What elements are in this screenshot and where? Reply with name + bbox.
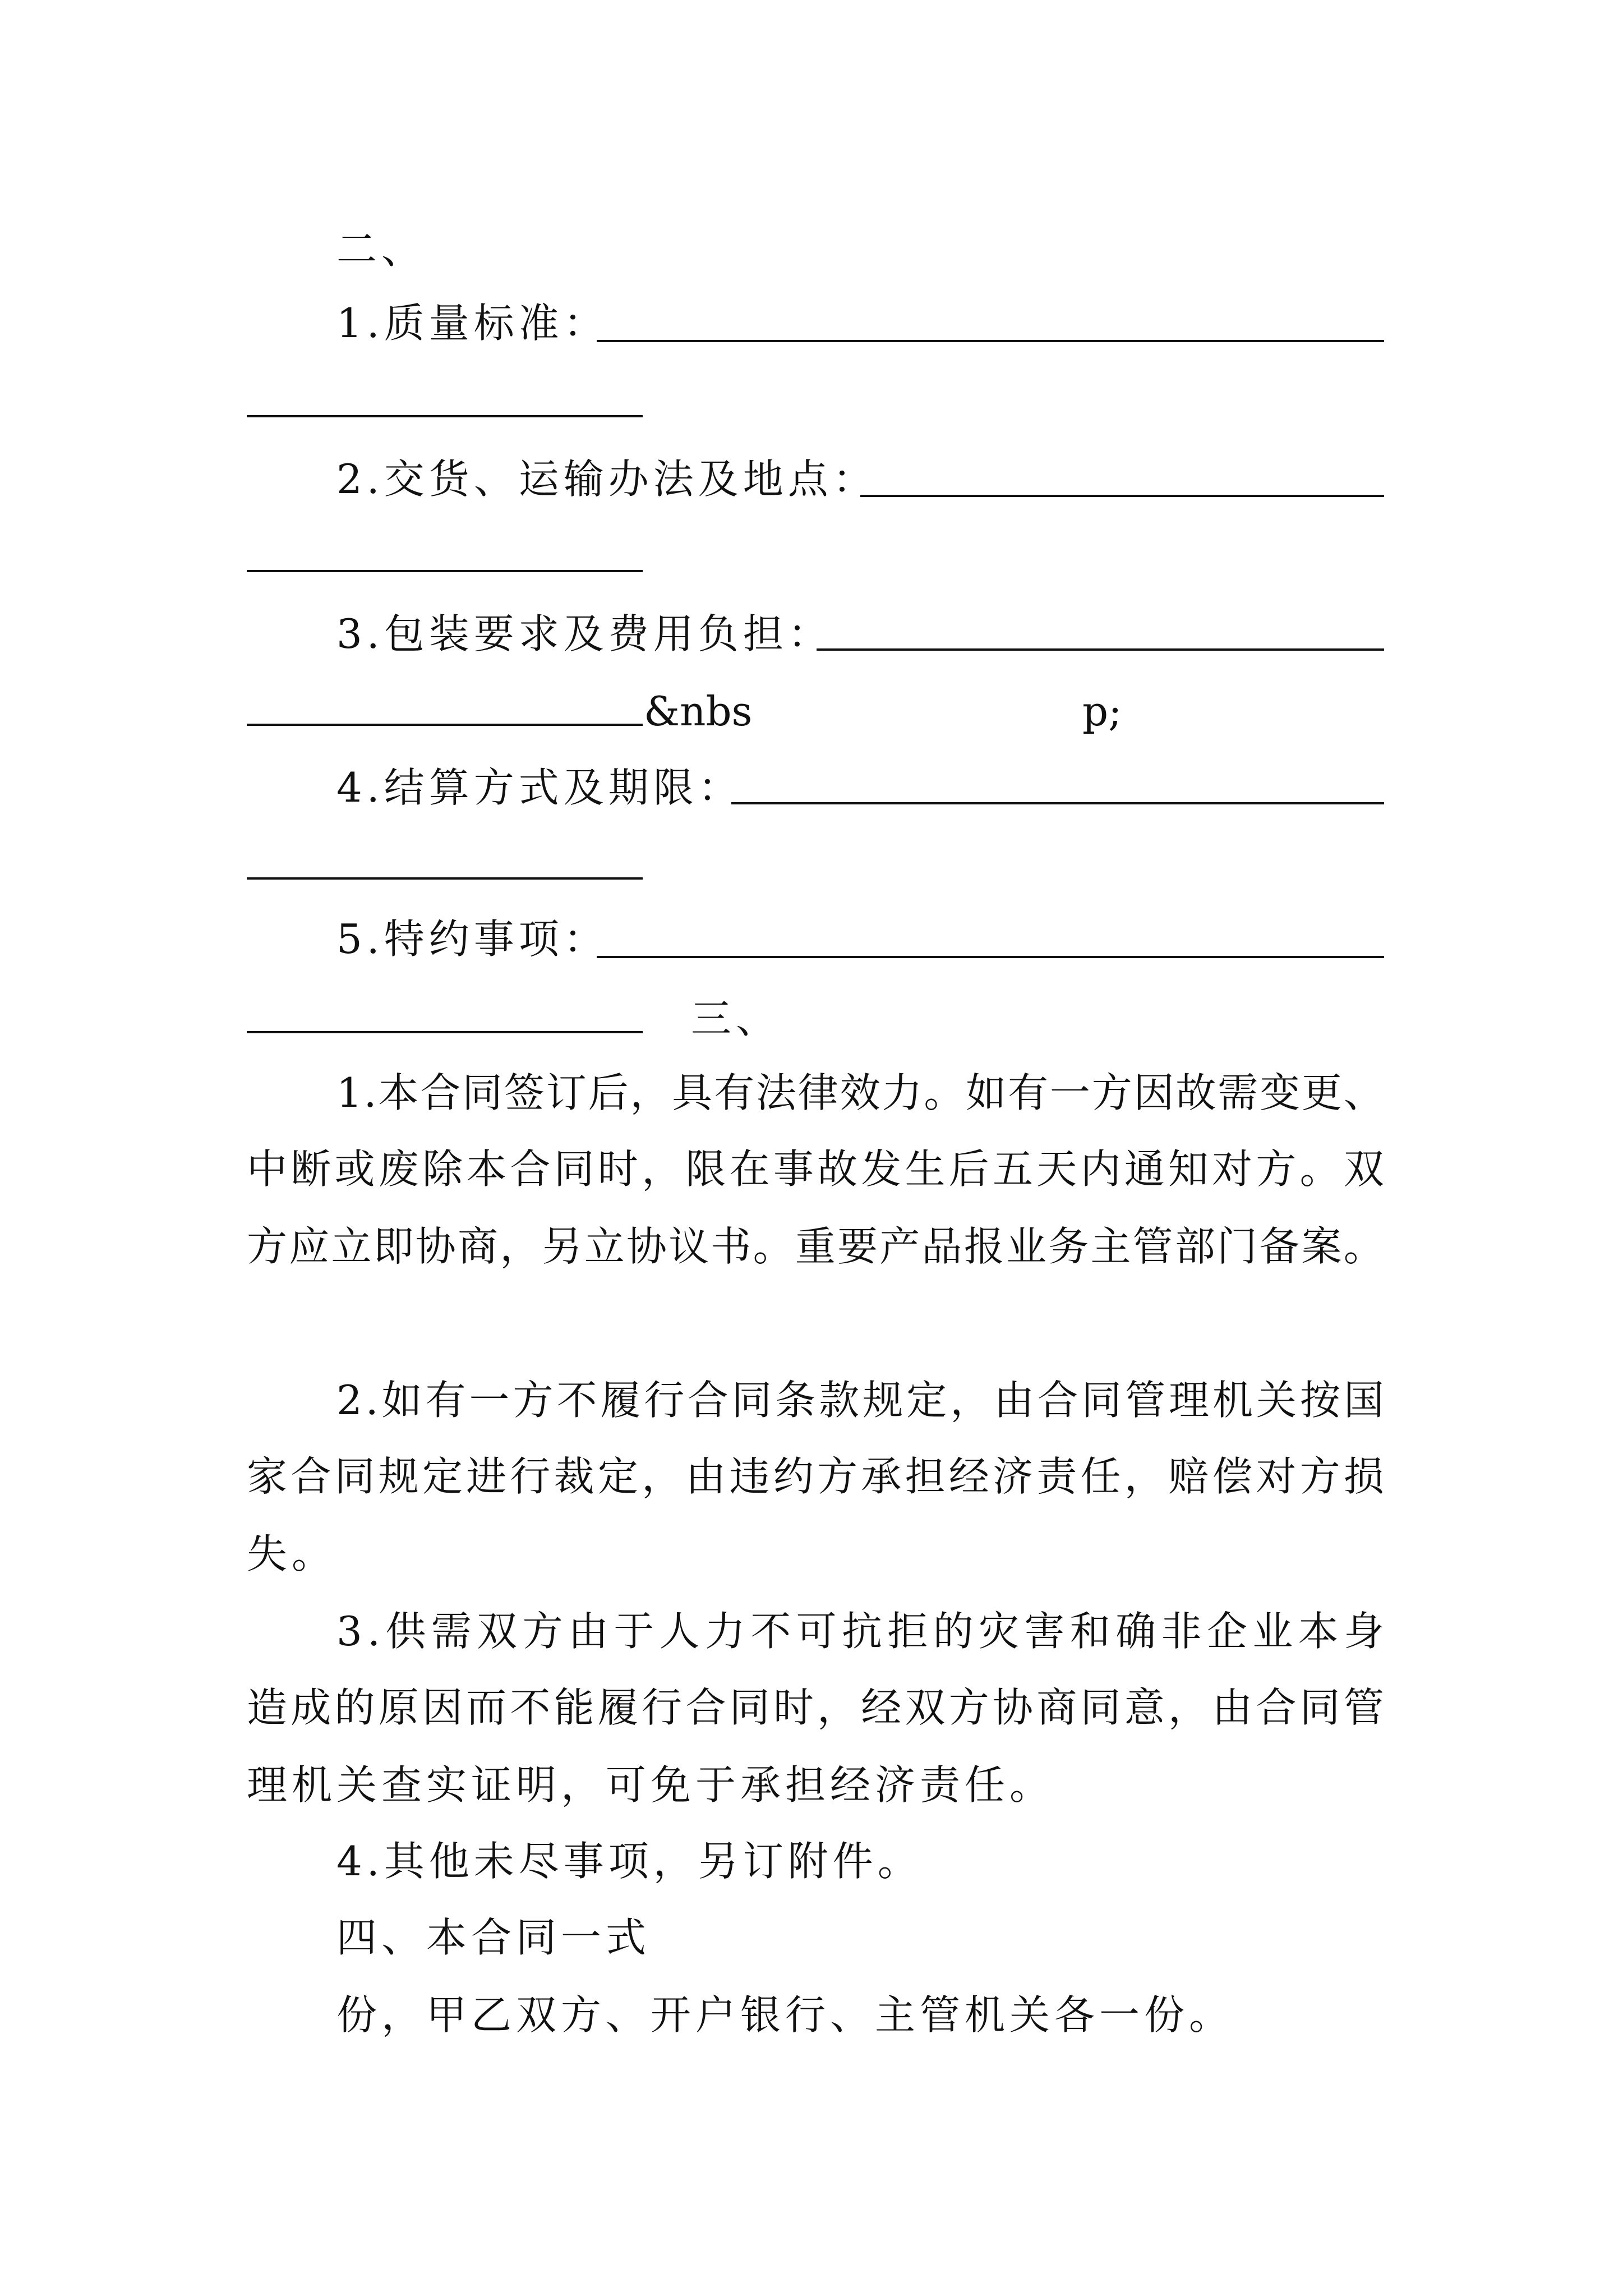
item-packaging-cost: 3.包装要求及费用负担： [336,610,833,657]
item-quality-standard: 1.质量标准： [336,300,608,347]
section-4-line-2: 份，甲乙双方、开户银行、主管机关各一份。 [336,1991,1234,2039]
para-1-line-2: 中 断 或 废 除 本 合 同 时 ， 限 在 事 故 发 生 后 五 天 内 通 知 对 方 。 双 [247,1145,1384,1193]
para-2-line-1: 2 . 如 有 一 方 不 履 行 合 同 条 款 规 定 ， 由 合 同 管 理 机 关 按 国 [336,1377,1384,1424]
section-2-heading: 二、 [336,226,427,273]
blank-line [731,802,1384,804]
blank-line [247,724,643,726]
para-1-line-3: 方 应 立 即 协 商 ， 另 立 协 议 书 。 重 要 产 品 报 业 务 主 管 部 门 备 案 。 [247,1223,1384,1270]
blank-line [597,340,1384,342]
item-special-terms: 5.特约事项： [336,915,608,963]
item-delivery-transport: 2.交货、运输办法及地点： [336,455,878,503]
blank-line [247,1031,643,1033]
blank-line [860,495,1384,497]
para-3-line-2: 造 成 的 原 因 而 不 能 履 行 合 同 时 ， 经 双 方 协 商 同 意 ， 由 合 同 管 [247,1684,1384,1731]
blank-line [247,570,643,572]
blank-line [247,877,643,880]
item-settlement: 4.结算方式及期限： [336,764,743,811]
section-4-line-1: 四、本合同一式 [336,1914,651,1961]
blank-line [597,956,1384,958]
para-2-line-3: 失。 [247,1530,337,1577]
para-1-line-1: 1 . 本 合 同 签 订 后 ， 具 有 法 律 效 力 。 如 有 一 方 因 故 需 变 更 、 [336,1069,1384,1116]
stray-entity-text-a: &nbs [644,688,753,735]
para-3-line-1: 3 . 供 需 双 方 由 于 人 力 不 可 抗 拒 的 灾 害 和 确 非 企 业 本 身 [336,1608,1384,1655]
section-3-heading: 三、 [691,995,781,1042]
blank-line [247,415,643,417]
para-3-line-3: 理机关查实证明，可免于承担经济责任。 [247,1761,1055,1809]
stray-entity-text-b: p; [1082,688,1122,735]
para-2-line-2: 家 合 同 规 定 进 行 裁 定 ， 由 违 约 方 承 担 经 济 责 任 ， 赔 偿 对 方 损 [247,1453,1384,1500]
blank-line [817,648,1384,651]
para-4: 4.其他未尽事项，另订附件。 [336,1838,923,1885]
